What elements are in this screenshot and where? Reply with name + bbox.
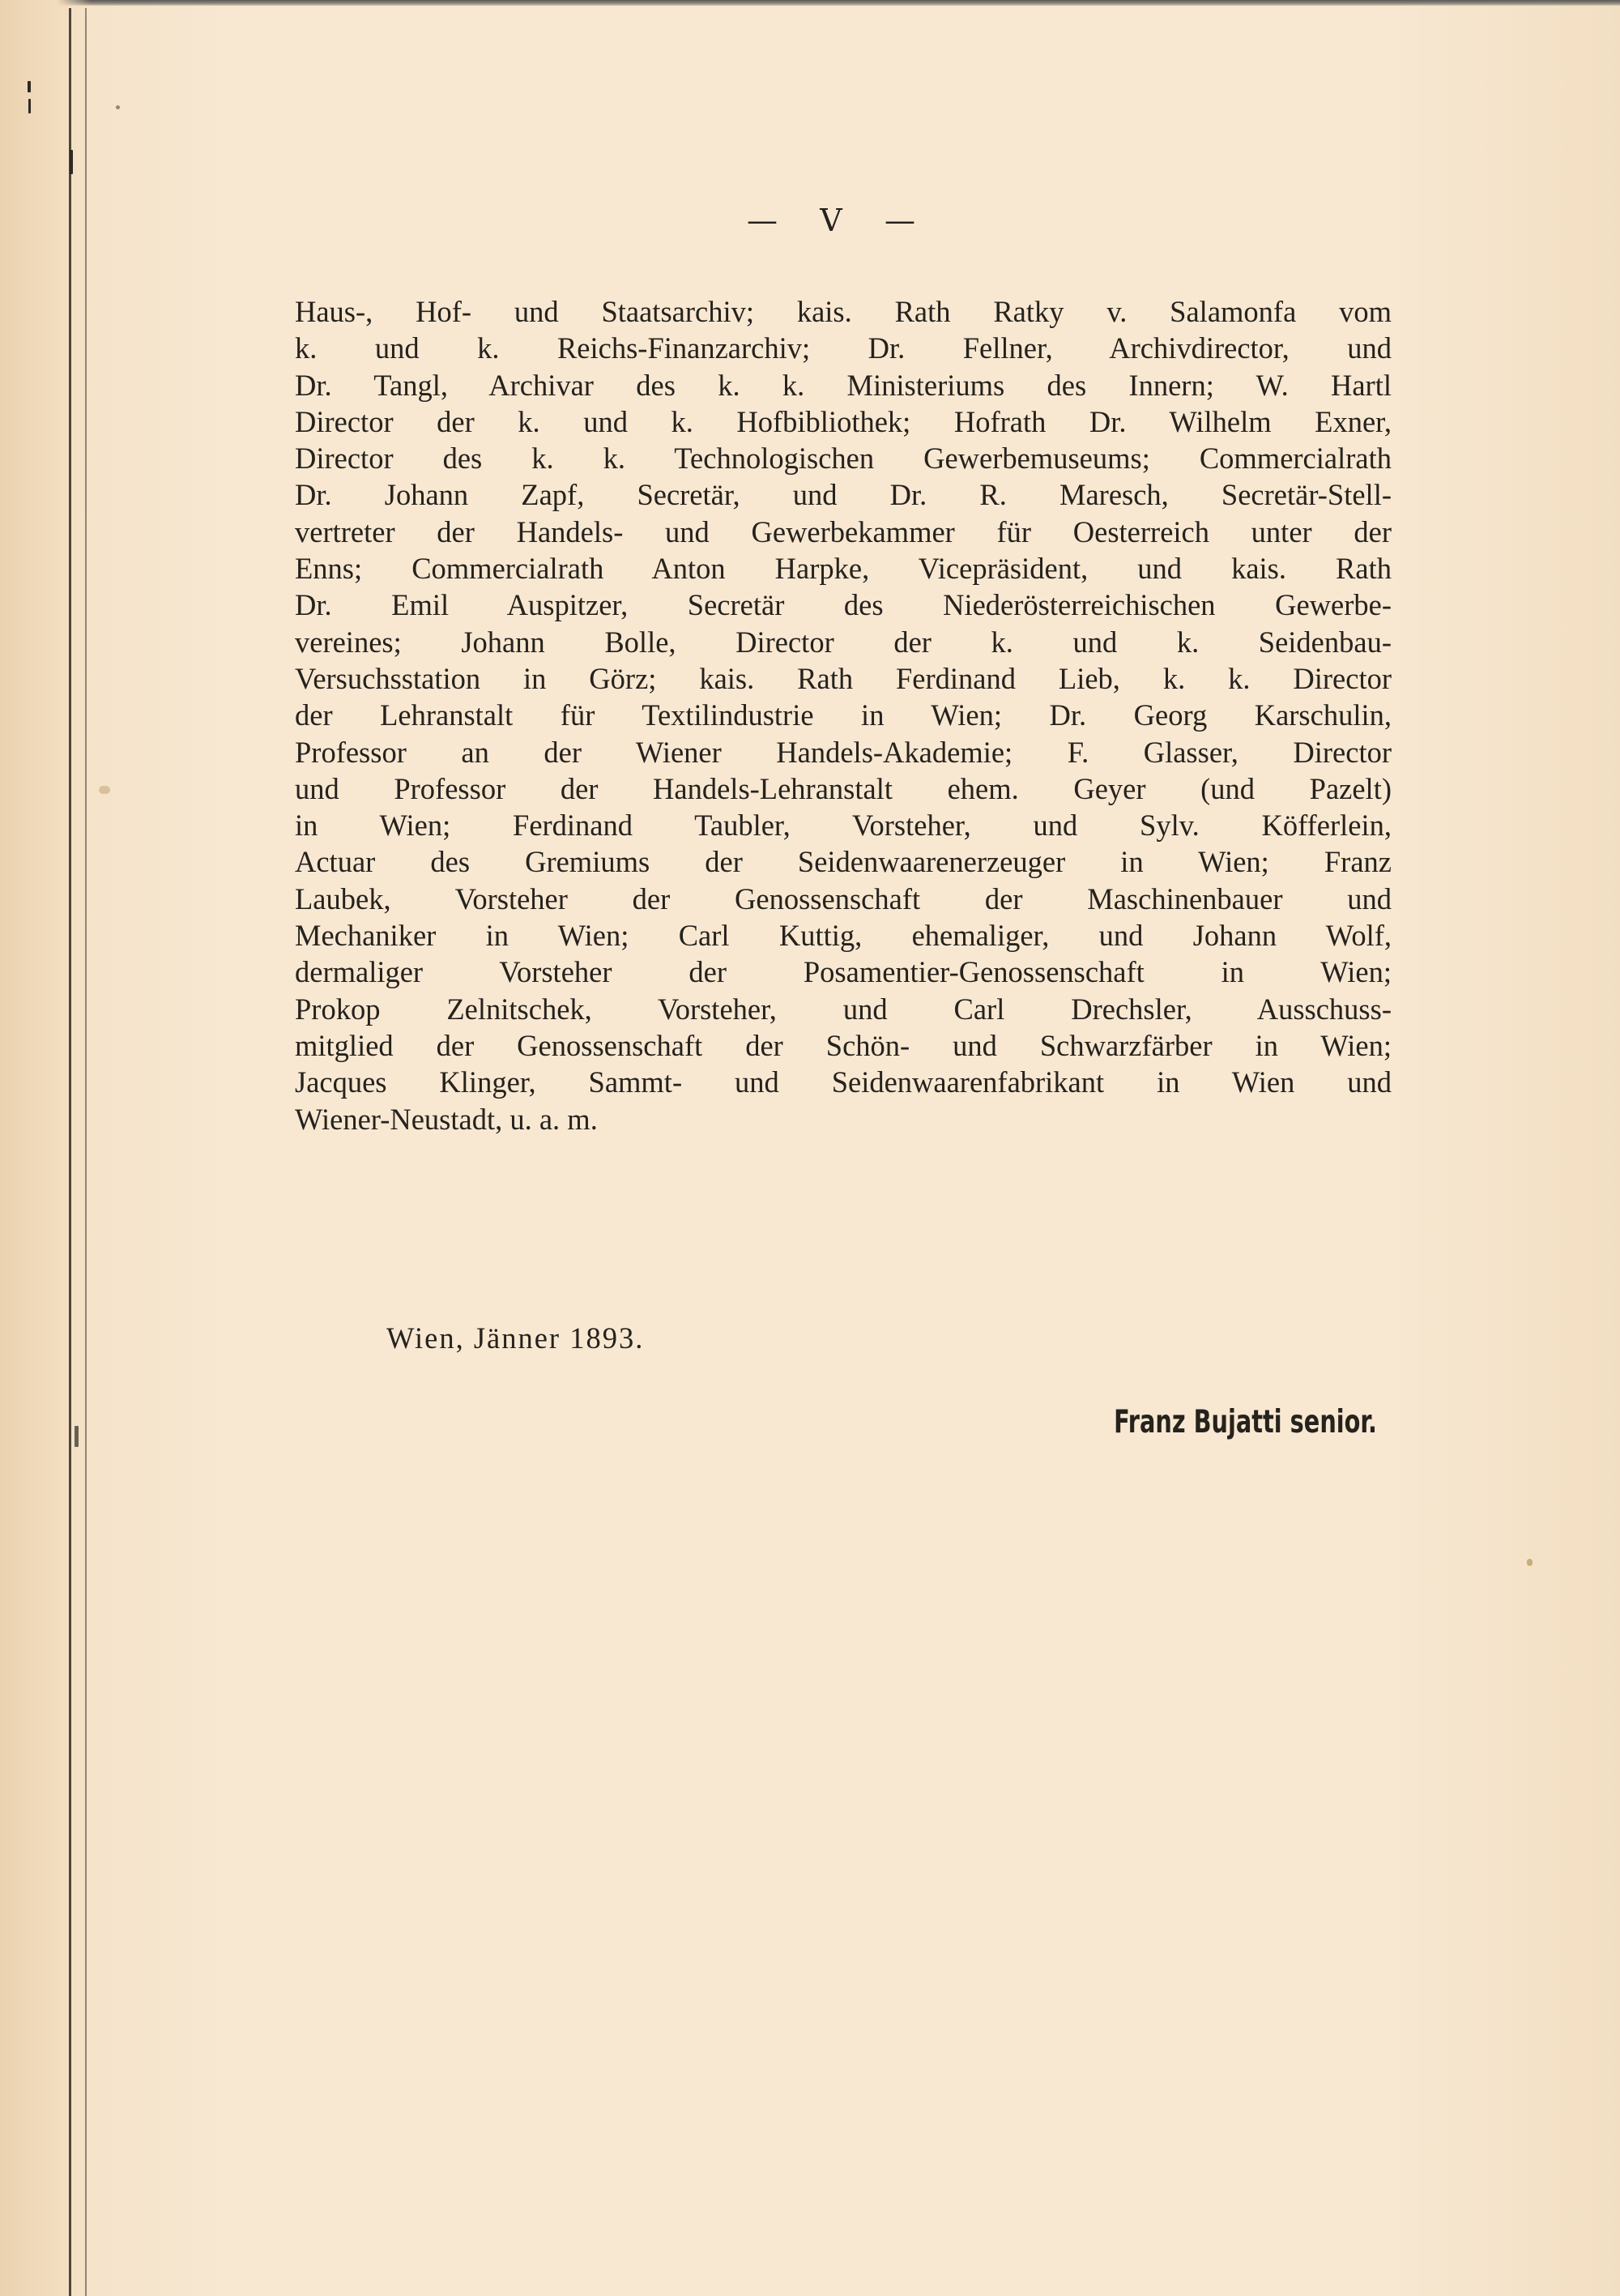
text-line: Jacques Klinger, Sammt- und Seidenwaarenfabrikant in Wien und (295, 1065, 1392, 1099)
text-line: Haus-, Hof- und Staatsarchiv; kais. Rath Ratky v. Salamonfa vom (295, 295, 1392, 328)
text-line: Director der k. und k. Hofbibliothek; Hofrath Dr. Wilhelm Exner, (295, 404, 1392, 438)
signature: Franz Bujatti senior. (1114, 1404, 1377, 1440)
text-line: Actuar des Gremiums der Seidenwaarenerzeuger in Wien; Franz (295, 845, 1392, 879)
text-line: Dr. Tangl, Archivar des k. k. Ministeriums des Innern; W. Hartl (295, 368, 1392, 402)
page-number: — V — (747, 203, 919, 238)
date-line: Wien, Jänner 1893. (386, 1321, 645, 1355)
page-top-edge (0, 0, 1620, 6)
text-line: dermaliger Vorsteher der Posamentier-Genossenschaft in Wien; (295, 955, 1392, 989)
paper-speck (116, 105, 120, 109)
paper-speck (70, 150, 73, 174)
paper-speck (75, 1426, 79, 1447)
text-line: Dr. Emil Auspitzer, Secretär des Niederösterreichischen Gewerbe- (295, 588, 1392, 622)
text-line: Enns; Commercialrath Anton Harpke, Vicepräsident, und kais. Rath (295, 552, 1392, 586)
paper-stain (99, 786, 110, 794)
binding-edge (0, 0, 91, 2296)
text-line: Laubek, Vorsteher der Genossenschaft der Maschinenbauer und (295, 881, 1392, 915)
text-line-last: Wiener-Neustadt, u. a. m. (295, 1102, 598, 1136)
text-line: in Wien; Ferdinand Taubler, Vorsteher, und Sylv. Köfferlein, (295, 809, 1392, 843)
paper-speck (28, 99, 31, 113)
text-line: Dr. Johann Zapf, Secretär, und Dr. R. Maresch, Secretär-Stell- (295, 478, 1392, 512)
binding-gutter-line (69, 8, 71, 2296)
text-line: vereines; Johann Bolle, Director der k. und k. Seidenbau- (295, 625, 1392, 659)
text-line: Professor an der Wiener Handels-Akademie; F. Glasser, Director (295, 735, 1392, 769)
text-line: mitglied der Genossenschaft der Schön- und Schwarzfärber in Wien; (295, 1028, 1392, 1062)
text-line: Prokop Zelnitschek, Vorsteher, und Carl Drechsler, Ausschuss- (295, 992, 1392, 1026)
text-line: der Lehranstalt für Textilindustrie in Wien; Dr. Georg Karschulin, (295, 698, 1392, 732)
paper-speck (28, 81, 31, 92)
text-line: k. und k. Reichs-Finanzarchiv; Dr. Fellner, Archivdirector, und (295, 331, 1392, 365)
text-line: und Professor der Handels-Lehranstalt ehem. Geyer (und Pazelt) (295, 771, 1392, 805)
text-line: Director des k. k. Technologischen Gewerbemuseums; Commercialrath (295, 442, 1392, 476)
paper-stain (1527, 1559, 1533, 1566)
text-line: Mechaniker in Wien; Carl Kuttig, ehemaliger, und Johann Wolf, (295, 919, 1392, 953)
binding-gutter-line-secondary (85, 8, 87, 2296)
body-paragraph (295, 293, 1392, 1137)
text-line: Versuchsstation in Görz; kais. Rath Ferdinand Lieb, k. k. Director (295, 661, 1392, 695)
text-line: vertreter der Handels- und Gewerbekammer für Oesterreich unter der (295, 514, 1392, 548)
